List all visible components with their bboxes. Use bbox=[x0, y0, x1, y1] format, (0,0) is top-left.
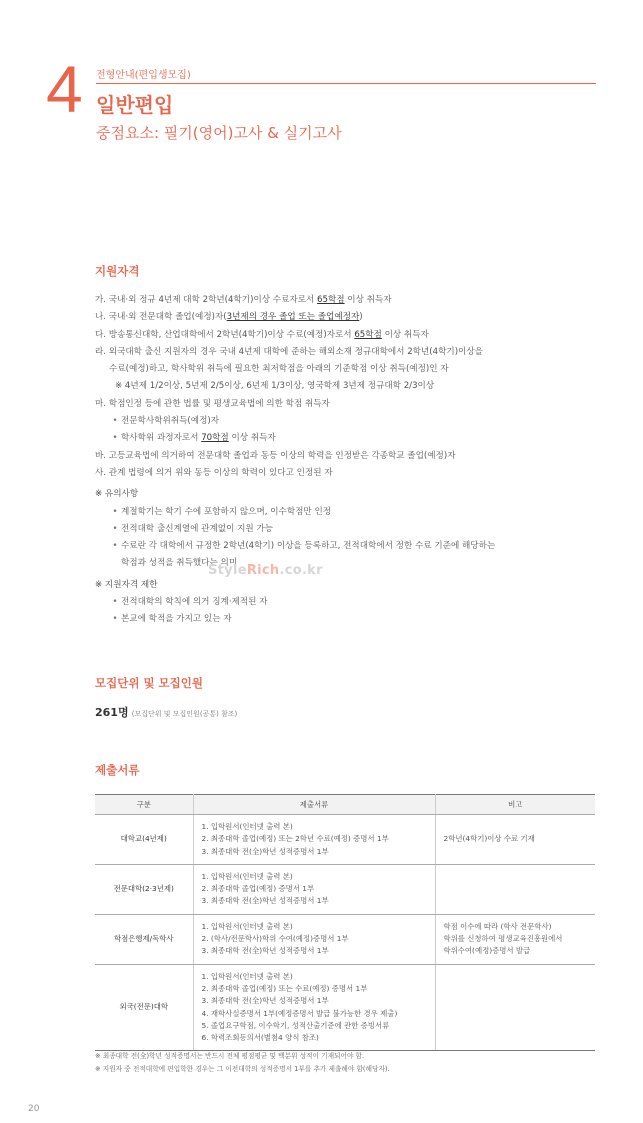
category-cell: 전문대학(2·3년제) bbox=[95, 864, 193, 914]
category-cell: 학점은행제/독학사 bbox=[95, 914, 193, 964]
section-category: 전형안내(편입생모집) bbox=[96, 70, 191, 81]
footnote: ※ 지원자 중 전적대학에 편입학한 경우는 그 이전대학의 성적증명서 1부를 추가 제출해야 함(해당자). bbox=[95, 1065, 390, 1073]
remark-cell: 학점 이수에 따라 (학사 전문학사) 학위를 신청하여 평생교육진흥원에서 학위수여(예정)증명서 발급 bbox=[435, 914, 595, 964]
column-header: 제출서류 bbox=[193, 795, 435, 815]
eligibility-heading: 지원자격 bbox=[95, 264, 140, 278]
table-row bbox=[95, 914, 595, 964]
eligibility-item: 가. 국내·외 정규 4년제 대학 2학년(4학기)이상 수료자로서 65학점 이상 취득자 bbox=[95, 295, 392, 305]
remark-cell bbox=[435, 864, 595, 914]
table-row bbox=[95, 964, 595, 1051]
footnote: ※ 최종대학 전(全)학년 성적증명서는 반드시 전체 평점평균 및 백분위 성적이 기재되어야 함. bbox=[95, 1052, 365, 1060]
bullet-icon: • bbox=[112, 433, 118, 444]
documents-cell: 1. 입학원서(인터넷 출력 본) 2. 최종대학 졸업(예정) 증명서 1부 3. 최종대학 전(全)학년 성적증명서 1부 bbox=[193, 864, 435, 914]
recruit-count: 261명 (모집단위 및 모집인원(공통) 참조) bbox=[95, 706, 238, 719]
watermark-logo: StyleRich.co.kr bbox=[208, 563, 323, 578]
page-subtitle: 중점요소: 필기(영어)고사 & 실기고사 bbox=[96, 124, 342, 142]
eligibility-item-continued: 수료(예정)하고, 학사학위 취득에 필요한 최저학점을 아래의 기준학점 이상 취득(예정)인 자 bbox=[109, 364, 449, 375]
page-number: 20 bbox=[28, 1104, 40, 1114]
table-row bbox=[95, 815, 595, 865]
documents-cell: 1. 입학원서(인터넷 출력 본) 2. 최종대학 졸업(예정) 또는 2학년 수료(예정) 증명서 1부 3. 최종대학 전(全)학년 성적증명서 1부 bbox=[193, 815, 435, 865]
restriction-heading: ※ 지원자격 제한 bbox=[95, 579, 158, 590]
column-header: 비고 bbox=[435, 795, 595, 815]
eligibility-item: 마. 학점인정 등에 관한 법률 및 평생교육법에 의한 학점 취득자 bbox=[95, 398, 330, 409]
eligibility-subitem: • 전문학사학위취득(예정)자 bbox=[95, 413, 575, 430]
restriction-item: • 전적대학의 학칙에 의거 징계·제적된 자 bbox=[95, 594, 575, 611]
documents-cell: 1. 입학원서(인터넷 출력 본) 2. (학사/전문학사)학위 수여(예정)증명서 1부 3. 최종대학 전(全)학년 성적증명서 1부 bbox=[193, 914, 435, 964]
section-number: 4 bbox=[46, 52, 83, 126]
eligibility-item: 바. 고등교육법에 의거하여 전문대학 졸업과 동등 이상의 학력을 인정받은 각종학교 졸업(예정)자 bbox=[95, 450, 456, 461]
notes-heading: ※ 유의사항 bbox=[95, 489, 139, 500]
bullet-icon: • bbox=[112, 541, 118, 552]
page-header bbox=[46, 52, 596, 156]
eligibility-item: 라. 외국대학 출신 지원자의 경우 국내 4년제 대학에 준하는 해외소재 정규대학에서 2학년(4학기)이상을 bbox=[95, 346, 483, 357]
bullet-icon: • bbox=[112, 597, 118, 608]
eligibility-body bbox=[95, 292, 575, 629]
category-cell: 대학교(4년제) bbox=[95, 815, 193, 865]
eligibility-item: 나. 국내·외 전문대학 졸업(예정)자(3년제의 경우 졸업 또는 졸업예정자) bbox=[95, 312, 363, 323]
remark-cell bbox=[435, 964, 595, 1051]
note-item-continued: 학점과 성적을 취득했다는 의미 bbox=[121, 558, 238, 569]
documents-heading: 제출서류 bbox=[95, 763, 140, 777]
eligibility-footnote: ※ 4년제 1/2이상, 5년제 2/5이상, 6년제 1/3이상, 영국학제 3년제 정규대학 2/3이상 bbox=[115, 381, 435, 392]
note-item: • 계절학기는 학기 수에 포함하지 않으며, 이수학점만 인정 bbox=[95, 504, 575, 521]
documents-table bbox=[95, 794, 595, 1051]
recruit-count-note: (모집단위 및 모집인원(공통) 참조) bbox=[131, 710, 238, 718]
note-item: • 수료란 각 대학에서 규정한 2학년(4학기) 이상을 등록하고, 전적대학에서 정한 수료 기준에 해당하는 bbox=[95, 538, 575, 555]
note-item: • 전적대학 출신계열에 관계없이 지원 가능 bbox=[95, 521, 575, 538]
column-header: 구분 bbox=[95, 795, 193, 815]
table-header-row bbox=[95, 795, 595, 815]
documents-cell: 1. 입학원서(인터넷 출력 본) 2. 최종대학 졸업(예정) 또는 수료(예정) 증명서 1부 3. 최종대학 전(全)학년 성적증명서 1부 4. 재학사실증명서 1부(예정증명서 발급 불가능한 경우 제출) 5. 졸업요구학점, 이수학기, 성적산출기준에 관한 증빙서류 6. 학력조회동의서(별첨4 양식 참조) bbox=[193, 964, 435, 1051]
eligibility-subitem: • 학사학위 과정자로서 70학점 이상 취득자 bbox=[95, 430, 575, 447]
table-row bbox=[95, 864, 595, 914]
bullet-icon: • bbox=[112, 523, 118, 534]
table-footnotes bbox=[95, 1050, 390, 1076]
recruit-heading: 모집단위 및 모집인원 bbox=[95, 676, 203, 690]
restriction-item: • 본교에 학적을 가지고 있는 자 bbox=[95, 611, 575, 628]
remark-cell: 2학년(4학기)이상 수료 기재 bbox=[435, 815, 595, 865]
bullet-icon: • bbox=[112, 506, 118, 517]
category-cell: 외국(전문)대학 bbox=[95, 964, 193, 1051]
eligibility-item: 사. 관계 법령에 의거 위와 동등 이상의 학력이 있다고 인정된 자 bbox=[95, 467, 333, 478]
bullet-icon: • bbox=[112, 614, 118, 625]
page-title: 일반편입 bbox=[96, 93, 174, 117]
header-divider bbox=[96, 83, 596, 84]
eligibility-item: 다. 방송통신대학, 산업대학에서 2학년(4학기)이상 수료(예정)자로서 65학점 이상 취득자 bbox=[95, 329, 429, 340]
bullet-icon: • bbox=[112, 416, 118, 427]
